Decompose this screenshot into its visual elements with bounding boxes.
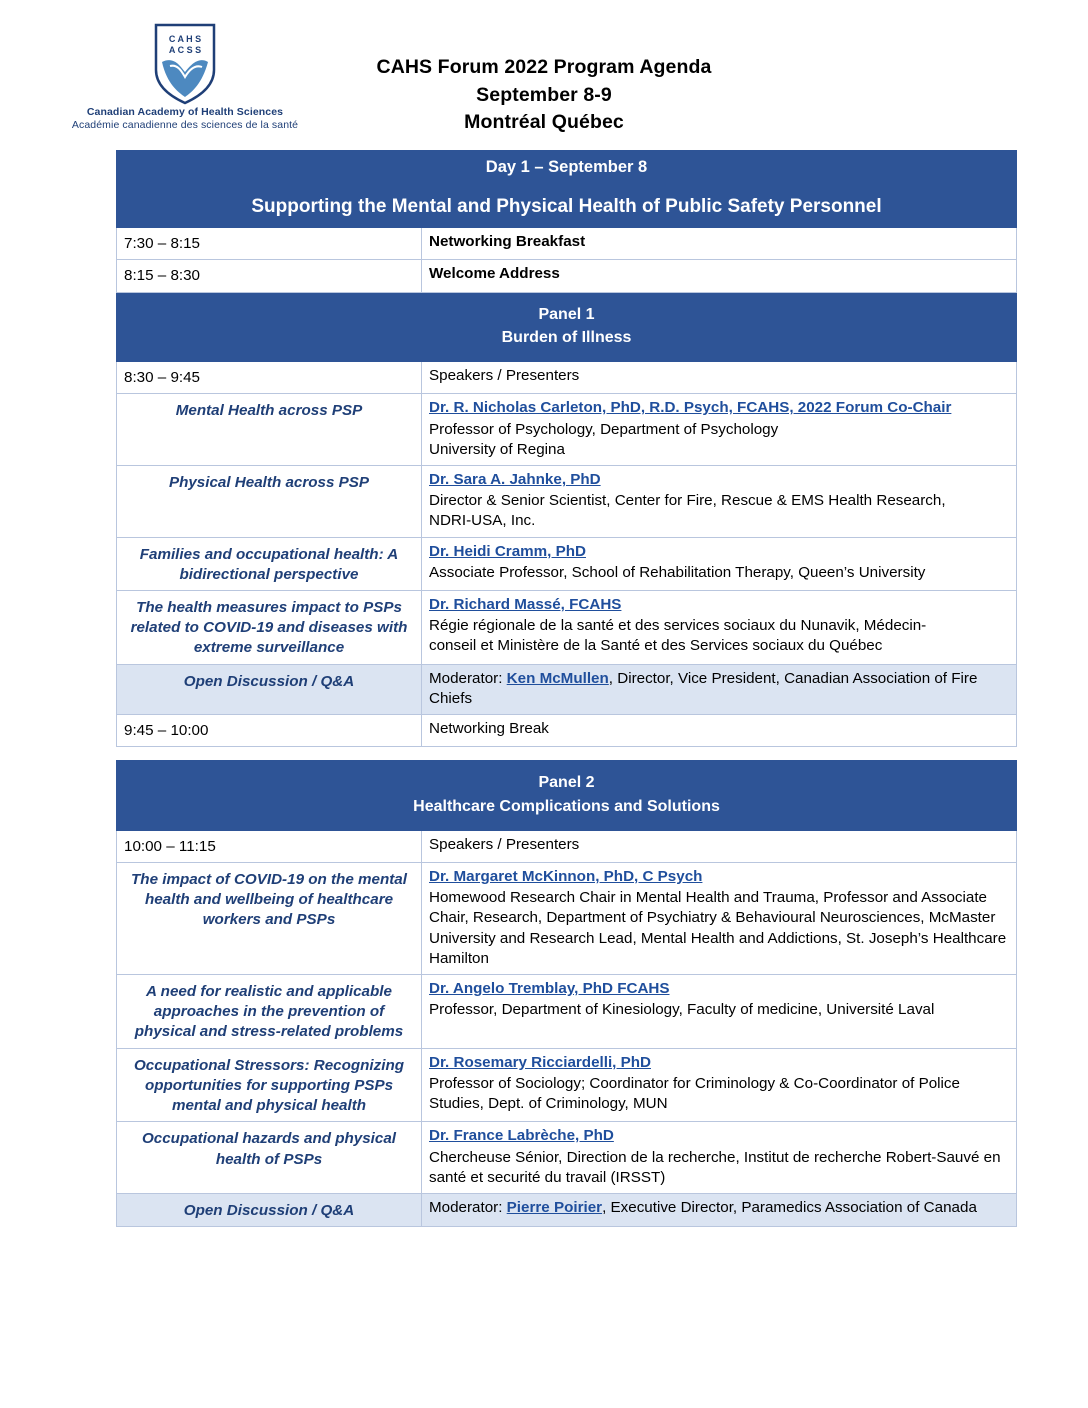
panel2-speakers-header: Speakers / Presenters [422,830,1017,862]
table-row [117,465,1017,537]
table-row [117,1122,1017,1194]
table-row [117,715,1017,747]
panel1-topic-2: Physical Health across PSP [117,465,422,537]
panel2-band-row [117,761,1017,830]
svg-text:A C S S: A C S S [168,45,202,55]
cahs-logo [60,22,310,132]
logo-text-french: Académie canadienne des sciences de la santé [71,119,299,132]
speaker-name: Dr. France Labrèche, PhD [429,1127,614,1145]
logo-text-english: Canadian Academy of Health Sciences [86,106,284,118]
speaker-affiliation: Professor, Department of Kinesiology, Faculty of medicine, Université Laval [429,1001,935,1019]
speaker-affiliation: Homewood Research Chair in Mental Health and Trauma, Professor and Associate Chair, Research, Department of Psychiatry & Behavioural Neurosciences, McMaster University and Research Lead, Mental Health and Addictions, St. Joseph’s Healthcare Hamilton [429,889,1007,967]
speaker-name: Dr. Heidi Cramm, PhD [429,542,586,560]
panel2-speaker-1 [422,862,1017,974]
spacer-cell [117,747,1017,761]
panel1-qa-topic: Open Discussion / Q&A [117,664,422,714]
table-row [117,362,1017,394]
table-row [117,591,1017,665]
table-row [117,1194,1017,1227]
panel2-topic-3: Occupational Stressors: Recognizing opportunities for supporting PSPs mental and physical health [117,1048,422,1122]
agenda-table [116,150,1017,1227]
cahs-crest-icon [150,22,220,106]
speaker-affiliation: conseil et Ministère de la Santé et des Services sociaux du Québec [429,637,883,655]
panel1-time: 8:30 – 9:45 [117,362,422,394]
panel2-topic-2: A need for realistic and applicable approaches in the prevention of physical and stress-related problems [117,975,422,1049]
panel1-band-subtitle: Burden of Illness [501,328,632,346]
panel2-speaker-4 [422,1122,1017,1194]
speaker-name: Dr. Margaret McKinnon, PhD, C Psych [429,867,703,885]
table-row [117,664,1017,714]
welcome-label: Welcome Address [422,260,1017,292]
breakfast-time: 7:30 – 8:15 [117,228,422,260]
table-row [117,862,1017,974]
panel2-topic-1: The impact of COVID-19 on the mental health and wellbeing of healthcare workers and PSPs [117,862,422,974]
panel1-band-row [117,292,1017,361]
speaker-affiliation: Chercheuse Sénior, Direction de la recherche, Institut de recherche Robert-Sauvé en santé et securité du travail (IRSST) [429,1148,1001,1186]
panel1-speaker-3 [422,537,1017,590]
panel2-speaker-2 [422,975,1017,1049]
panel1-speaker-4 [422,591,1017,665]
title-line-2: September 8-9 [476,83,612,106]
break-time: 9:45 – 10:00 [117,715,422,747]
svg-text:C A H S: C A H S [168,34,202,44]
table-row [117,975,1017,1049]
theme-band: Supporting the Mental and Physical Health of Public Safety Personnel [117,187,1017,228]
speaker-name: Dr. R. Nicholas Carleton, PhD, R.D. Psych, FCAHS, 2022 Forum Co-Chair [429,399,952,417]
panel2-qa-topic: Open Discussion / Q&A [117,1194,422,1227]
panel1-topic-4: The health measures impact to PSPs related to COVID-19 and diseases with extreme surveillance [117,591,422,665]
table-row [117,830,1017,862]
panel1-speaker-2 [422,465,1017,537]
panel2-band-title: Panel 2 [538,774,595,792]
panel2-band [117,761,1017,830]
moderator-name: Pierre Poirier [506,1199,603,1217]
panel1-topic-1: Mental Health across PSP [117,394,422,466]
moderator-label: Moderator: [429,1199,507,1217]
day-band-row [117,151,1017,187]
speaker-name: Dr. Richard Massé, FCAHS [429,596,622,614]
table-row [117,228,1017,260]
speaker-affiliation: Director & Senior Scientist, Center for Fire, Rescue & EMS Health Research, [429,492,946,510]
table-row [117,260,1017,292]
panel1-speakers-header: Speakers / Presenters [422,362,1017,394]
moderator-label: Moderator: [429,669,507,687]
speaker-affiliation: NDRI-USA, Inc. [429,512,536,530]
table-row [117,1048,1017,1122]
speaker-affiliation: Professor of Sociology; Coordinator for Criminology & Co-Coordinator of Police Studies, Dept. of Criminology, MUN [429,1074,960,1113]
panel2-topic-4: Occupational hazards and physical health of PSPs [117,1122,422,1194]
title-line-1: CAHS Forum 2022 Program Agenda [376,56,712,78]
title-line-3: Montréal Québec [464,111,624,134]
day-band: Day 1 – September 8 [117,151,1017,187]
table-spacer [117,747,1017,761]
welcome-time: 8:15 – 8:30 [117,260,422,292]
panel1-speaker-1 [422,394,1017,466]
speaker-name: Dr. Rosemary Ricciardelli, PhD [429,1053,651,1071]
panel2-band-subtitle: Healthcare Complications and Solutions [413,797,720,815]
panel1-band [117,292,1017,361]
table-row [117,537,1017,590]
panel2-time: 10:00 – 11:15 [117,830,422,862]
theme-band-row [117,187,1017,228]
panel1-topic-3: Families and occupational health: A bidirectional perspective [117,537,422,590]
moderator-name: Ken McMullen [506,669,609,687]
breakfast-label: Networking Breakfast [422,228,1017,260]
panel2-qa-moderator [422,1194,1017,1227]
speaker-name: Dr. Angelo Tremblay, PhD FCAHS [429,980,670,998]
moderator-affiliation: , Executive Director, Paramedics Association of Canada [602,1199,977,1217]
speaker-name: Dr. Sara A. Jahnke, PhD [429,470,601,488]
moderator-affiliation: , Director, Vice President, Canadian Association of Fire Chiefs [429,669,978,707]
break-label: Networking Break [422,715,1017,747]
speaker-affiliation: University of Regina [429,440,565,458]
panel2-speaker-3 [422,1048,1017,1122]
panel1-band-title: Panel 1 [538,305,595,323]
panel1-qa-moderator [422,664,1017,714]
table-row [117,394,1017,466]
speaker-affiliation: Professor of Psychology, Department of Psychology [429,420,779,438]
speaker-affiliation: Régie régionale de la santé et des services sociaux du Nunavik, Médecin- [429,617,927,635]
speaker-affiliation: Associate Professor, School of Rehabilitation Therapy, Queen’s University [429,563,926,581]
